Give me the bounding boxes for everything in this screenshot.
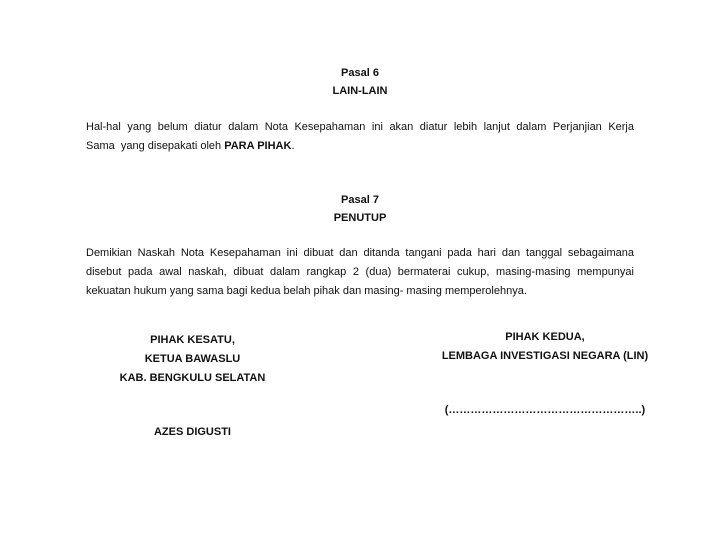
pasal-6-number: Pasal 6 bbox=[341, 67, 379, 79]
pasal-6-body bbox=[86, 118, 634, 156]
pasal-7-title: PENUTUP bbox=[333, 212, 387, 224]
pasal-7-number: Pasal 7 bbox=[341, 194, 379, 206]
party-one-signatory: AZES DIGUSTI bbox=[153, 426, 231, 438]
party-one-label: PIHAK KESATU, bbox=[150, 334, 235, 346]
para-pihak-term: PARA PIHAK bbox=[224, 140, 292, 152]
party-one-position: KETUA BAWASLU bbox=[144, 353, 241, 365]
pasal-6-body-line-2-suffix: . bbox=[291, 140, 295, 152]
pasal-6-title: LAIN-LAIN bbox=[332, 85, 388, 97]
party-two-signatory-blank: (……………………………………………..) bbox=[444, 404, 646, 416]
party-one-block bbox=[110, 331, 275, 388]
pasal-7-body bbox=[86, 244, 634, 301]
pasal-7-body-line-2: disebut pada awal naskah, dibuat dalam rangkap 2 (dua) bermaterai cukup, masing-masing mempunyai bbox=[86, 266, 634, 278]
pasal-6-body-line-1: Hal-hal yang belum diatur dalam Nota Kesepahaman ini akan diatur lebih lanjut dalam Perjanjian Kerja bbox=[86, 121, 634, 133]
party-one-region: KAB. BENGKULU SELATAN bbox=[119, 372, 266, 384]
party-two-label: PIHAK KEDUA, bbox=[505, 331, 585, 343]
pasal-6-body-line-2-prefix: Sama yang disepakati oleh bbox=[86, 140, 225, 152]
pasal-6-body-line-2 bbox=[86, 137, 634, 156]
party-two-block bbox=[420, 328, 670, 366]
pasal-7-body-line-3: kekuatan hukum yang sama bagi kedua belah pihak dan masing- masing memperolehnya. bbox=[86, 285, 527, 297]
party-two-organization: LEMBAGA INVESTIGASI NEGARA (LIN) bbox=[441, 350, 649, 362]
pasal-7-body-line-1: Demikian Naskah Nota Kesepahaman ini dibuat dan ditanda tangani pada hari dan tanggal sebagaimana bbox=[86, 247, 634, 259]
